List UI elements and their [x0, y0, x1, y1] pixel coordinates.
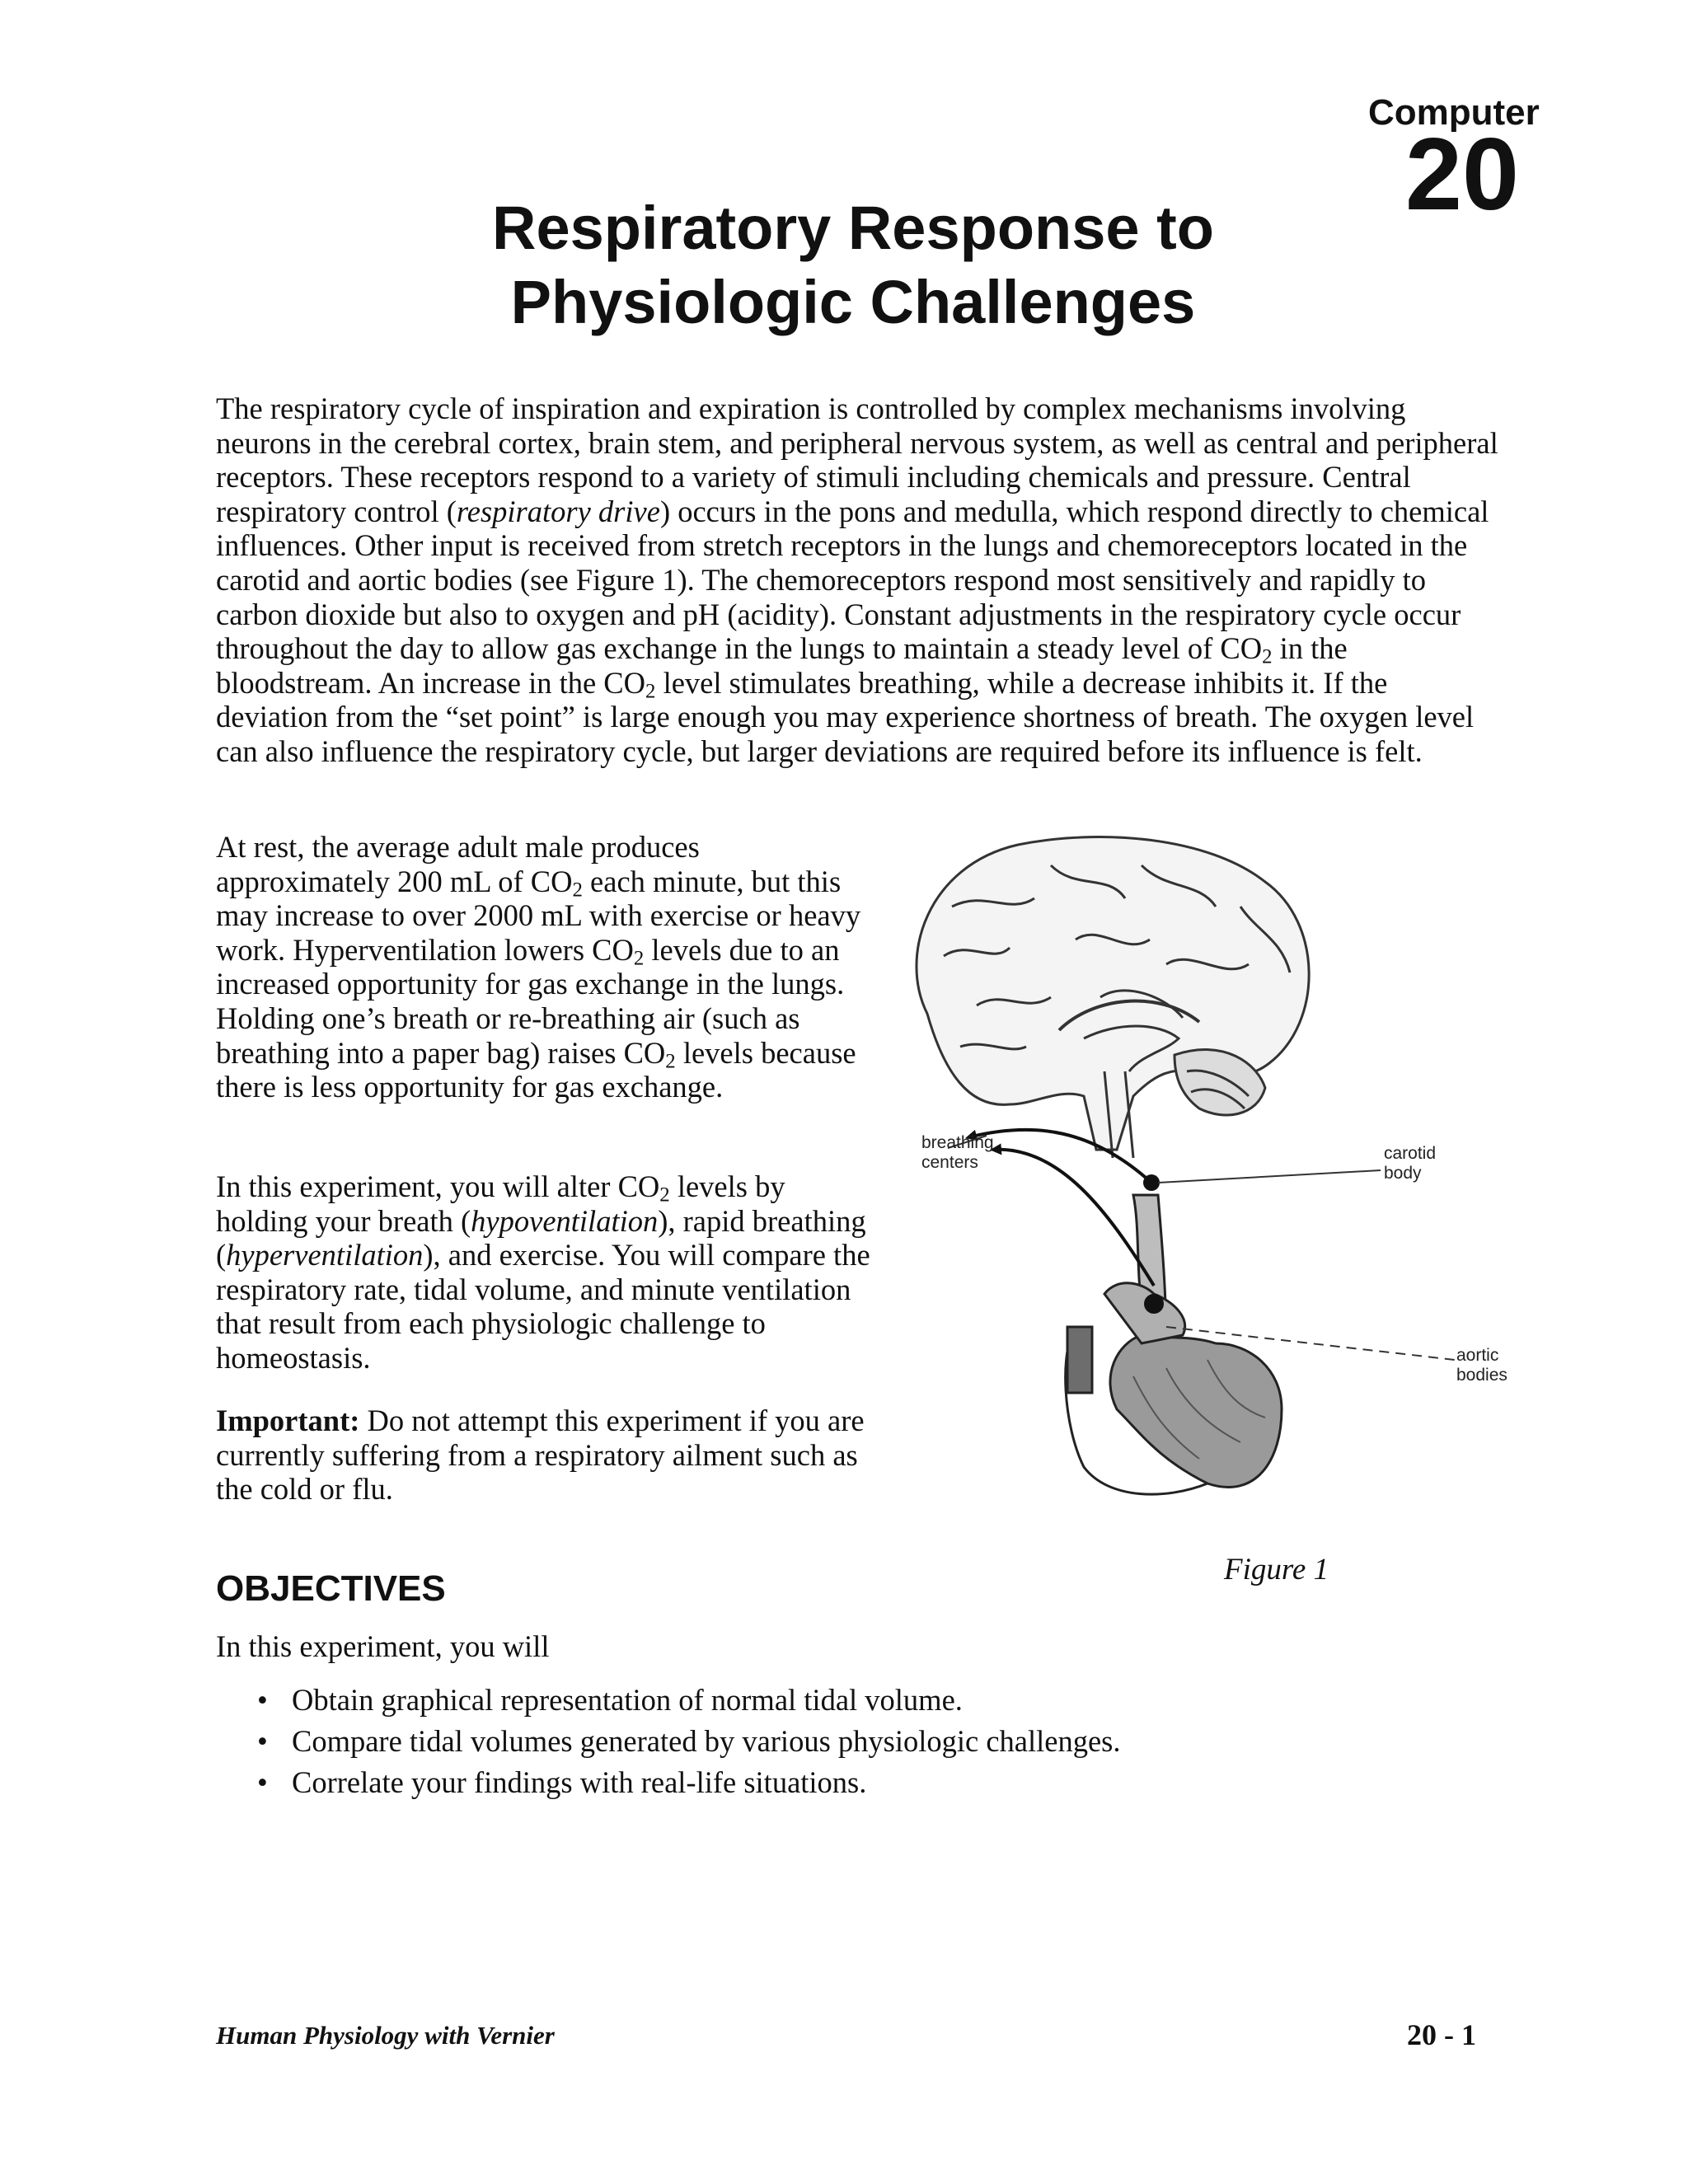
rest-text-2: each minute, but this may increase to over 2000 mL with exercise or heavy work. Hyperventilation lowers CO [216, 864, 861, 967]
bullet-icon: • [257, 1765, 268, 1799]
intro-text-3: in the bloodstream. An increase in the CO [216, 631, 1348, 700]
rest-paragraph [216, 830, 875, 1104]
carotid-body-dot [1143, 1174, 1160, 1191]
page-title [330, 191, 1376, 340]
intro-text-2: ) occurs in the pons and medulla, which respond directly to chemical influences. Other input is received from stretch receptors in the lungs and chemoreceptors located in the carotid and aortic bodies (see Figure 1). The chemoreceptors respond most sensitively and rapidly to carbon dioxide but also to oxygen and pH (acidity). Constant adjustments in the respiratory cycle occur throughout the day to allow gas exchange in the lungs to maintain a steady level of CO [216, 494, 1489, 666]
objective-text: Compare tidal volumes generated by various physiologic challenges. [292, 1724, 1121, 1758]
intro-italic-term: respiratory drive [456, 494, 660, 528]
breathing-label-line-2: centers [921, 1153, 978, 1172]
experiment-text-3: ), rapid breathing ( [216, 1203, 866, 1272]
carotid-body-leader [1158, 1170, 1381, 1183]
co2-subscript: 2 [1262, 645, 1273, 668]
aortic-label-line-2: bodies [1456, 1366, 1507, 1385]
important-note [216, 1404, 875, 1507]
objectives-intro: In this experiment, you will [216, 1629, 550, 1663]
rest-text-4: levels because there is less opportunity for gas exchange. [216, 1035, 856, 1104]
important-text: Do not attempt this experiment if you are currently suffering from a respiratory ailment such as the cold or flu. [216, 1404, 865, 1507]
neck-and-heart-drawing [1066, 1195, 1282, 1494]
co2-subscript: 2 [633, 947, 645, 970]
title-line-2: Physiologic Challenges [510, 268, 1196, 336]
objectives-heading: OBJECTIVES [216, 1568, 446, 1609]
intro-paragraph [216, 391, 1502, 769]
co2-subscript: 2 [665, 1050, 676, 1073]
brain-drawing [917, 837, 1309, 1158]
objectives-list [257, 1680, 1121, 1803]
objective-item [257, 1762, 1121, 1803]
rest-text-3: levels due to an increased opportunity for gas exchange in the lungs. Holding one’s breath or re-breathing air (such as breathing into a paper bag) raises CO [216, 932, 845, 1070]
objective-text: Correlate your findings with real-life situations. [292, 1765, 867, 1799]
intro-text-1: The respiratory cycle of inspiration and expiration is controlled by complex mechanisms involving neurons in the cerebral cortex, brain stem, and peripheral nervous system, as well as central and peripheral receptors. These receptors respond to a variety of stimuli including chemicals and pressure. Central respiratory control ( [216, 391, 1498, 528]
bullet-icon: • [257, 1683, 268, 1717]
footer-page-number: 20 - 1 [1407, 2018, 1476, 2051]
objective-text: Obtain graphical representation of normal tidal volume. [292, 1683, 963, 1717]
aortic-body-dot [1144, 1294, 1164, 1314]
experiment-text-4: ), and exercise. You will compare the respiratory rate, tidal volume, and minute ventilation that result from each physiologic challenge to homeostasis. [216, 1238, 870, 1375]
co2-subscript: 2 [645, 680, 656, 703]
carotid-body-label [1384, 1144, 1436, 1183]
rest-text-1: At rest, the average adult male produces approximately 200 mL of CO [216, 830, 700, 898]
nerve-pathways [968, 1130, 1154, 1286]
aortic-bodies-label [1456, 1346, 1507, 1385]
hypoventilation-term: hypoventilation [471, 1203, 659, 1238]
carotid-label-line-1: carotid [1384, 1144, 1437, 1163]
title-line-1: Respiratory Response to [492, 194, 1214, 262]
footer-book-title: Human Physiology with Vernier [216, 2021, 555, 2050]
co2-subscript: 2 [659, 1183, 670, 1207]
objective-item [257, 1721, 1121, 1762]
chapter-label: Computer [1368, 92, 1540, 133]
bullet-icon: • [257, 1724, 268, 1758]
objective-item [257, 1680, 1121, 1721]
breathing-label-line-1: breathing [921, 1133, 994, 1152]
hyperventilation-term: hyperventilation [226, 1238, 424, 1272]
aortic-label-line-1: aortic [1456, 1346, 1499, 1365]
carotid-label-line-2: body [1384, 1164, 1422, 1183]
experiment-paragraph [216, 1169, 875, 1376]
chapter-number: 20 [1405, 118, 1519, 232]
co2-subscript: 2 [572, 879, 583, 902]
important-label: Important: [216, 1404, 360, 1437]
experiment-text-2: levels by holding your breath ( [216, 1169, 785, 1238]
experiment-text-1: In this experiment, you will alter CO [216, 1169, 660, 1203]
breathing-centers-label [921, 1133, 994, 1173]
intro-text-4: level stimulates breathing, while a decrease inhibits it. If the deviation from the “set point” is large enough you may experience shortness of breath. The oxygen level can also influence the respiratory cycle, but larger deviations are required before its influence is felt. [216, 665, 1475, 768]
figure-caption: Figure 1 [1224, 1553, 1329, 1586]
